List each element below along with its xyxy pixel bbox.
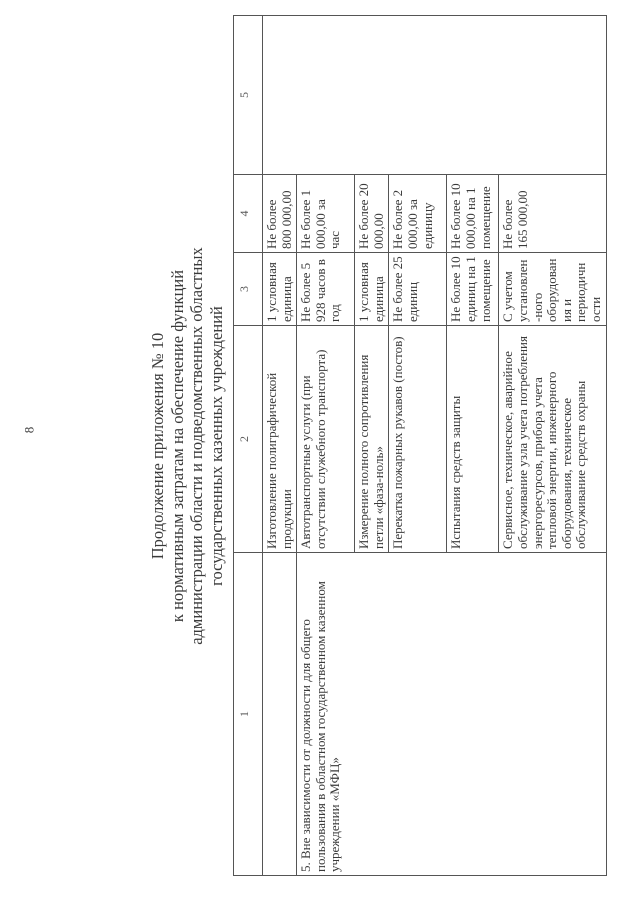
quantity-cell: Не более 10 единиц на 1 помещение [447,253,499,326]
document-sheet [148,16,618,876]
header-cell: 4 [234,175,263,253]
price-cell: Не более 10 000,00 на 1 помещение [447,175,499,253]
document-title [148,16,226,876]
service-cell: Сервисное, техническое, аварийное обслуживание узла учета потребления энергоресурсов, прибора учета тепловой энергии, инженерного оборудования, техническое обслуживание средств охраны [499,326,606,553]
service-cell: Перекатка пожарных рукавов (постов) [389,326,447,553]
price-cell: Не более 165 000,00 [499,175,606,253]
quantity-cell: Не более 25 единиц [389,253,447,326]
table-header-row [234,16,263,876]
notes-cell [263,16,607,175]
service-cell: Испытания средств защиты [447,326,499,553]
quantity-cell: 1 условная единица [263,253,297,326]
price-cell: Не более 1 000,00 за час [297,175,355,253]
price-cell: Не более 800 000,00 [263,175,297,253]
price-cell: Не более 20 000,00 [355,175,389,253]
header-cell: 2 [234,326,263,553]
group-label-cell [263,553,297,876]
title-line-1: Продолжение приложения № 10 [148,332,167,560]
service-cell: Изготовление полиграфической продукции [263,326,297,553]
title-line-2: к нормативным затратам на обеспечение функций [167,269,187,623]
quantity-cell: 1 условная единица [355,253,389,326]
norms-table [233,15,607,876]
header-cell: 1 [234,553,263,876]
table-row [263,16,297,876]
quantity-cell: С учетом установлен-ного оборудования и периодичности [499,253,606,326]
header-cell: 3 [234,253,263,326]
title-line-4: государственных казенных учреждений [206,306,226,586]
header-cell: 5 [234,16,263,175]
title-line-3: администрации области и подведомственных областных [187,247,206,645]
quantity-cell: Не более 5 928 часов в год [297,253,355,326]
service-cell: Измерение полного сопротивления петли «фаза-ноль» [355,326,389,553]
page-number: 8 [21,426,37,434]
service-cell: Автотранспортные услуги (при отсутствии служебного транспорта) [297,326,355,553]
price-cell: Не более 2 000,00 за единицу [389,175,447,253]
group-label-cell: 5. Вне зависимости от должности для общего пользования в областном государственном казенном учреждении «МФЦ» [297,553,606,876]
